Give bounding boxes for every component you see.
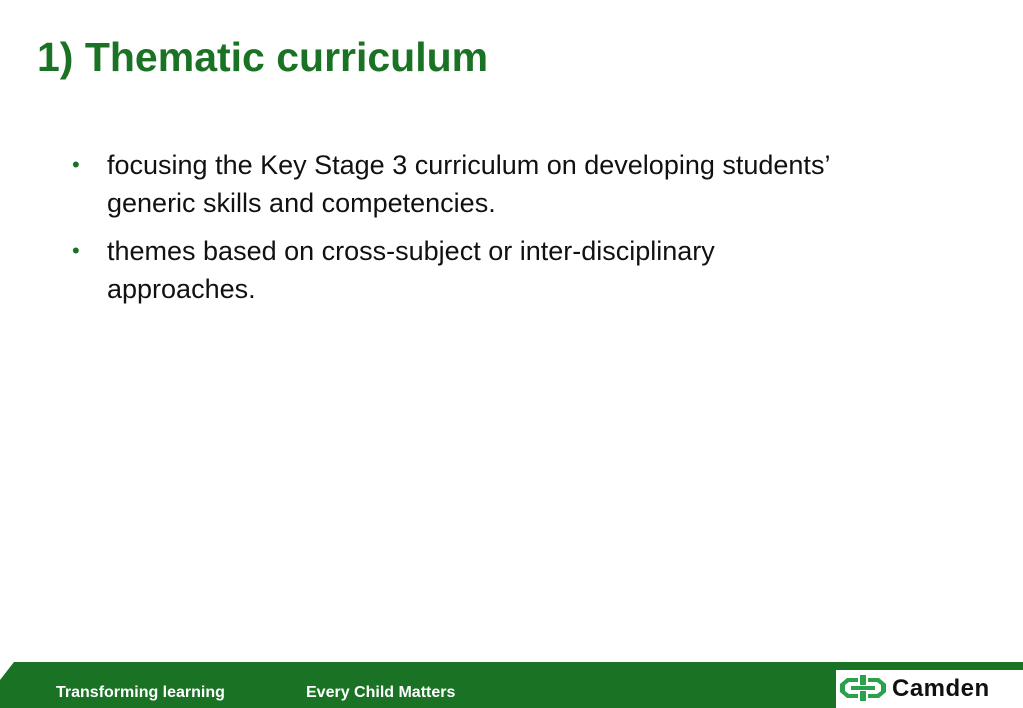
camden-logo-icon [838,673,888,703]
bullet-dot-icon: • [72,152,80,177]
camden-logo [836,670,1023,708]
slide-title: 1) Thematic curriculum [37,34,489,80]
bullet-item [72,232,852,308]
bullet-text: themes based on cross-subject or inter-disciplinary approaches. [107,236,715,304]
bullet-item [72,146,852,222]
camden-logo-text: Camden [892,675,990,702]
footer-bar [0,662,1023,708]
footer-tagline: Transforming learning [56,684,225,701]
bullet-list [72,146,852,318]
bullet-dot-icon: • [72,238,80,263]
bullet-text: focusing the Key Stage 3 curriculum on developing students’ generic skills and competencies. [107,150,830,218]
footer-slogan: Every Child Matters [306,684,456,701]
